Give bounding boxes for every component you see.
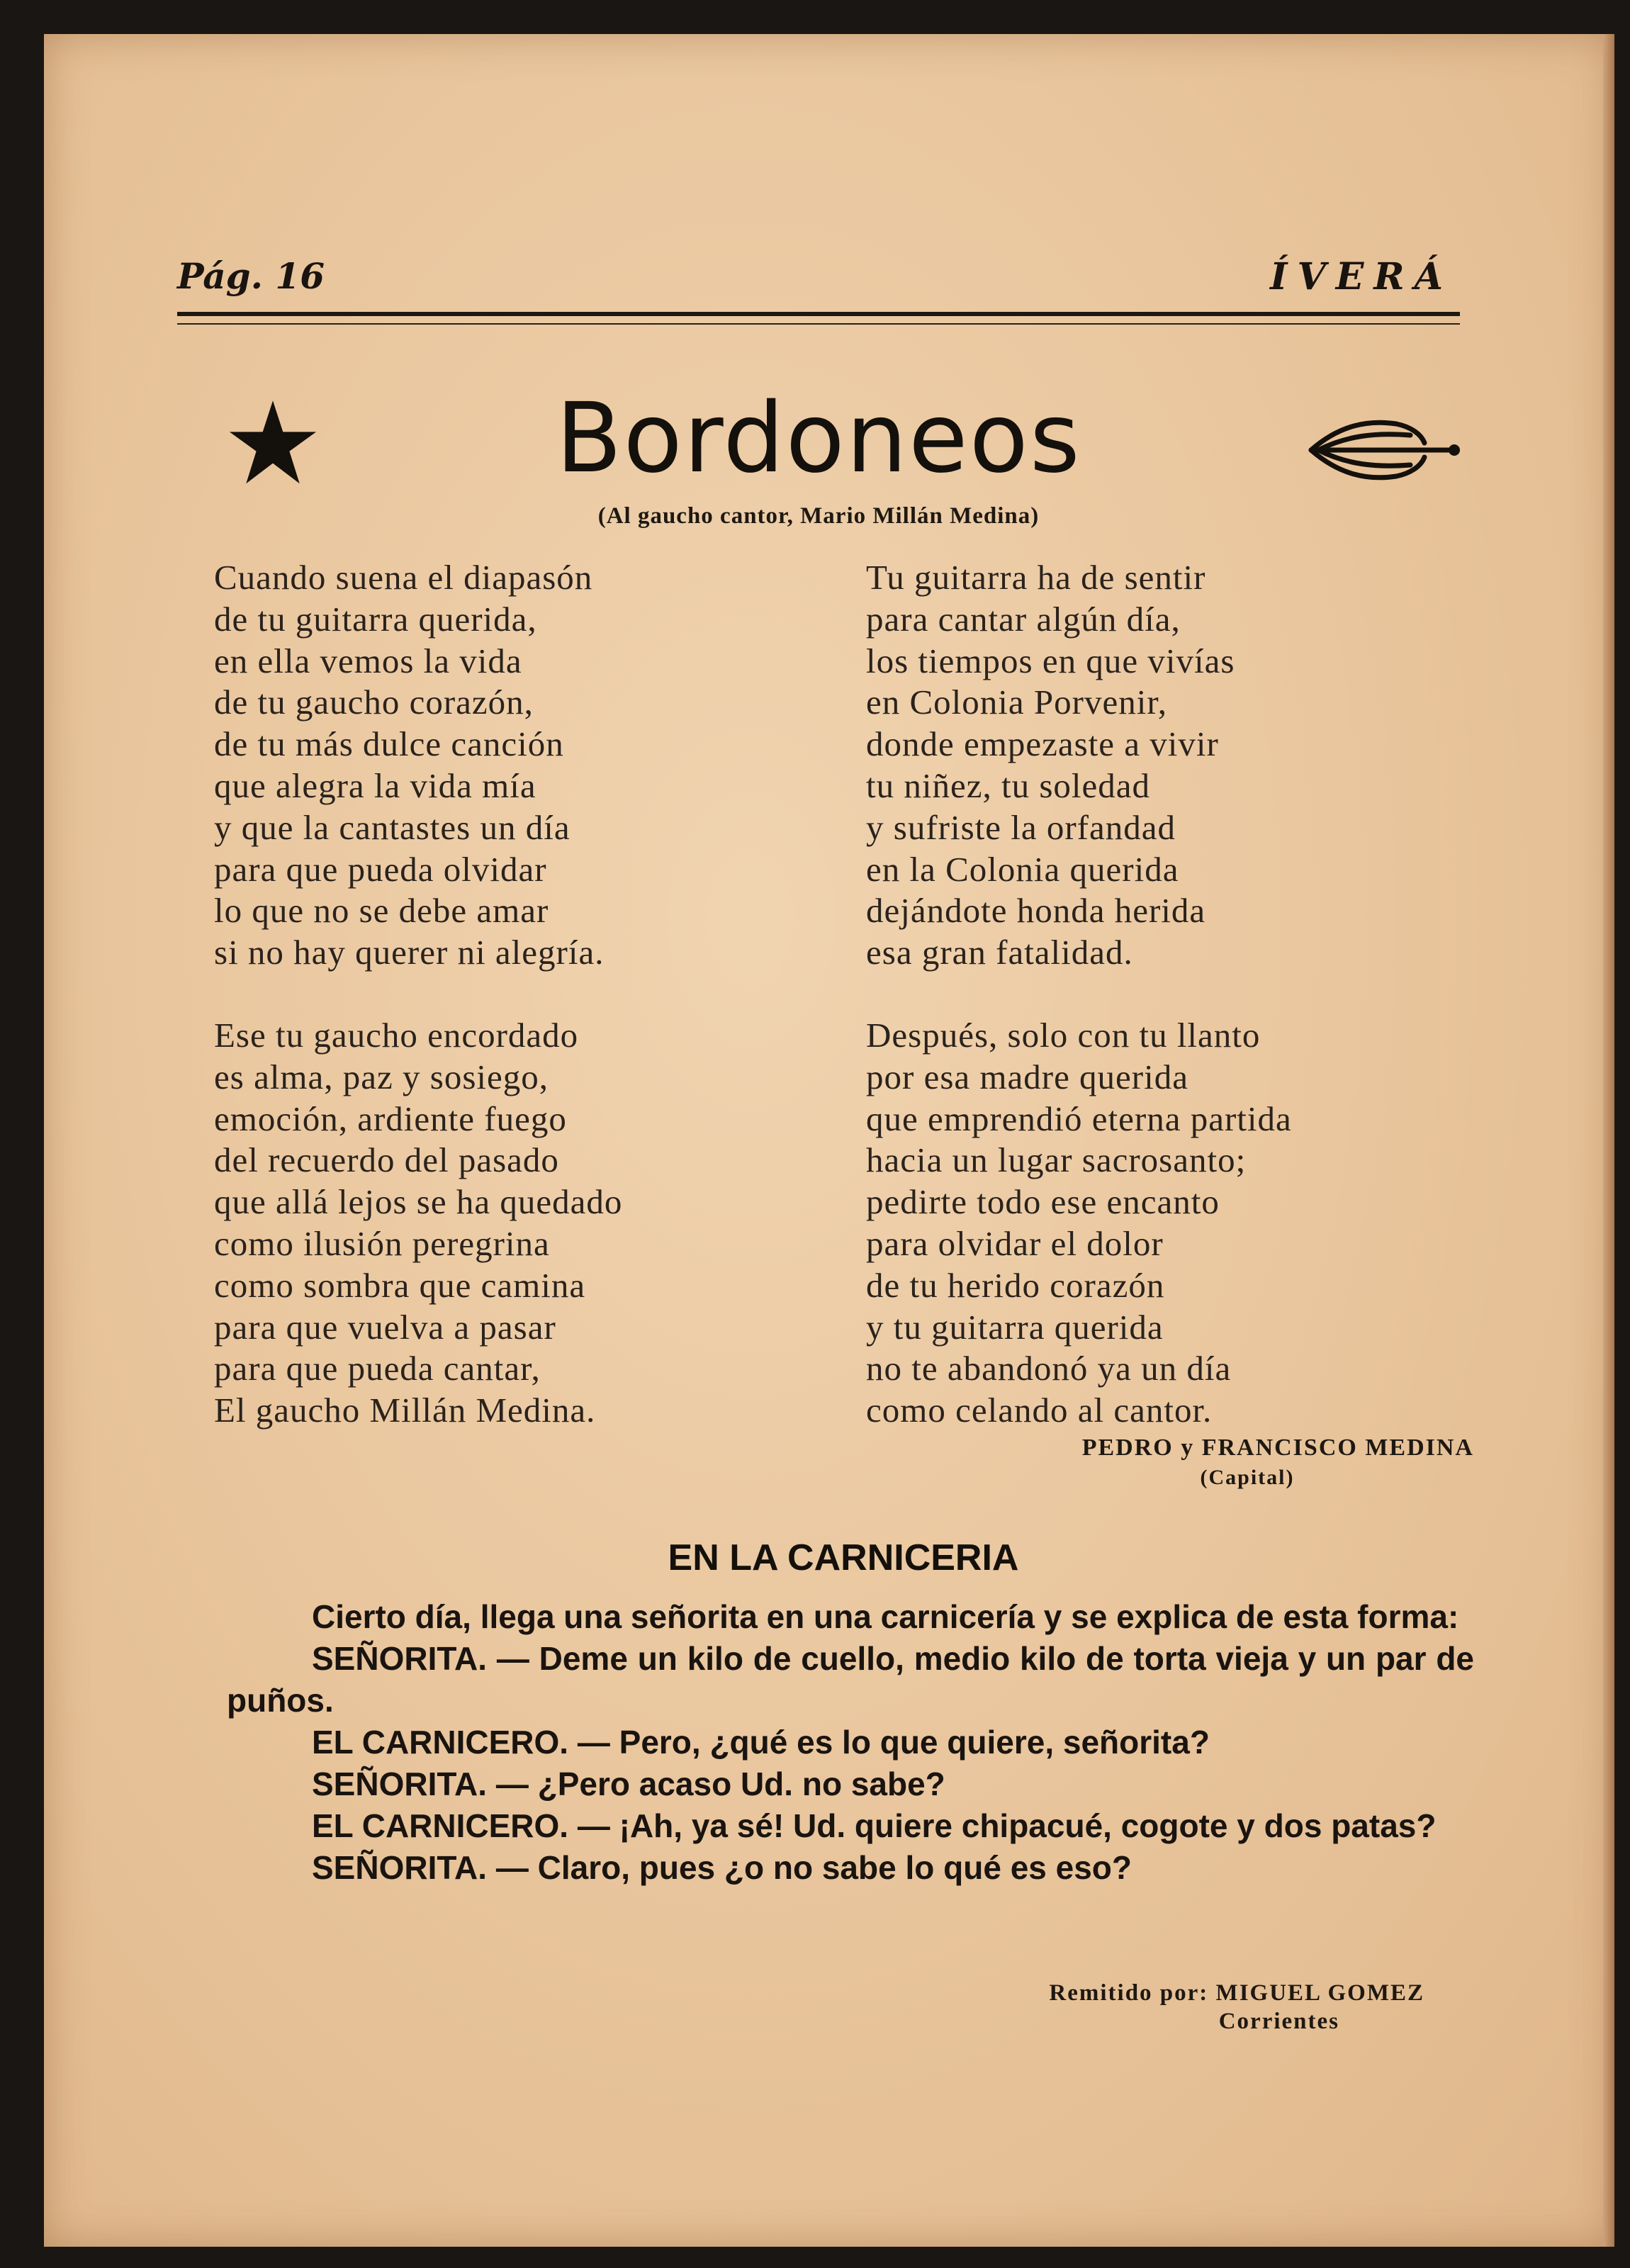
poem-signature [836, 1433, 1474, 1493]
poem-stanza [214, 557, 852, 974]
poem-line: Cuando suena el diapasón [214, 558, 593, 597]
poem-line: de tu más dulce canción [214, 724, 564, 764]
poem-line: en ella vemos la vida [214, 641, 522, 680]
article-paragraph: SEÑORITA. — Claro, pues ¿o no sabe lo qué es eso? [312, 1849, 1132, 1886]
article-paragraph: SEÑORITA. — Deme un kilo de cuello, medio kilo de torta vieja y un par de puños. [227, 1640, 1474, 1719]
article-remitter: Remitido por: MIGUEL GOMEZ [1049, 1980, 1424, 2006]
poem-line: emoción, ardiente fuego [214, 1099, 567, 1138]
poem-line: Ese tu gaucho encordado [214, 1015, 579, 1055]
poem-stanza [214, 1015, 852, 1432]
poem-line: en Colonia Porvenir, [866, 683, 1167, 722]
page-number: Pág. 16 [177, 255, 325, 297]
poem-line: es alma, paz y sosiego, [214, 1057, 549, 1096]
poem-dedication: (Al gaucho cantor, Mario Millán Medina) [597, 503, 1040, 529]
poem-line: esa gran fatalidad. [866, 933, 1133, 972]
poem-line: para que pueda cantar, [214, 1349, 541, 1388]
poem-line: del recuerdo del pasado [214, 1140, 559, 1180]
poem-line: hacia un lugar sacrosanto; [866, 1140, 1247, 1180]
header-rule-thin [177, 323, 1460, 325]
poem-line: y sufriste la orfandad [866, 807, 1176, 847]
poem-line: donde empezaste a vivir [866, 724, 1219, 764]
poem-line: Después, solo con tu llanto [866, 1015, 1261, 1055]
poem-line: lo que no se debe amar [214, 891, 549, 931]
poem-line: como celando al cantor. [866, 1391, 1213, 1430]
arrow-icon [1290, 411, 1460, 489]
poem-line: que allá lejos se ha quedado [214, 1182, 623, 1222]
poem-line: de tu guitarra querida, [214, 599, 537, 639]
article-paragraph: EL CARNICERO. — ¡Ah, ya sé! Ud. quiere chipacué, cogote y dos patas? [312, 1807, 1437, 1844]
article-paragraph: EL CARNICERO. — Pero, ¿qué es lo que quiere, señorita? [312, 1724, 1210, 1761]
article-remitter-place: Corrientes [1218, 2009, 1339, 2034]
poem-title-row [177, 369, 1460, 496]
article-body [227, 1596, 1474, 1889]
page-edge [1603, 34, 1614, 2247]
poem-line: tu niñez, tu soledad [866, 765, 1151, 805]
poem-line: de tu herido corazón [866, 1265, 1165, 1305]
poem-stanza [866, 557, 1504, 974]
poem-line: en la Colonia querida [866, 849, 1179, 889]
poem-line: no te abandonó ya un día [866, 1349, 1232, 1388]
poem-line: para que pueda olvidar [214, 849, 547, 889]
poem-line: los tiempos en que vivías [866, 641, 1235, 680]
magazine-name: ÍVERÁ [1270, 255, 1453, 298]
poem-line: como ilusión peregrina [214, 1223, 550, 1263]
poem-authors: PEDRO y FRANCISCO MEDINA [1081, 1435, 1474, 1461]
header-rule-thick [177, 312, 1460, 316]
article-paragraph: SEÑORITA. — ¿Pero acaso Ud. no sabe? [312, 1765, 945, 1802]
poem-line: pedirte todo ese encanto [866, 1182, 1220, 1222]
poem-line: para que vuelva a pasar [214, 1307, 556, 1347]
poem-line: de tu gaucho corazón, [214, 683, 534, 722]
poem-line: y que la cantastes un día [214, 807, 570, 847]
poem-stanza [866, 1015, 1504, 1432]
poem-line: para olvidar el dolor [866, 1223, 1164, 1263]
poem-line: que emprendió eterna partida [866, 1099, 1292, 1138]
article-title: EN LA CARNICERIA [668, 1537, 1019, 1578]
poem-column-right [866, 557, 1504, 1473]
article-paragraph: Cierto día, llega una señorita en una carnicería y se explica de esta forma: [312, 1598, 1459, 1635]
poem-line: como sombra que camina [214, 1265, 586, 1305]
poem-line: y tu guitarra querida [866, 1307, 1164, 1347]
poem-line: para cantar algún día, [866, 599, 1181, 639]
poem-line: dejándote honda herida [866, 891, 1206, 931]
poem-column-left [214, 557, 852, 1473]
article-credit [872, 1979, 1424, 2036]
poem-author-place: (Capital) [1200, 1466, 1295, 1489]
poem-line: Tu guitarra ha de sentir [866, 558, 1206, 597]
page-header [177, 234, 1460, 298]
poem-line: si no hay querer ni alegría. [214, 933, 605, 972]
poem-line: por esa madre querida [866, 1057, 1188, 1096]
poem-line: El gaucho Millán Medina. [214, 1391, 596, 1430]
poem-title: Bordoneos [556, 383, 1081, 495]
poem-line: que alegra la vida mía [214, 765, 536, 805]
